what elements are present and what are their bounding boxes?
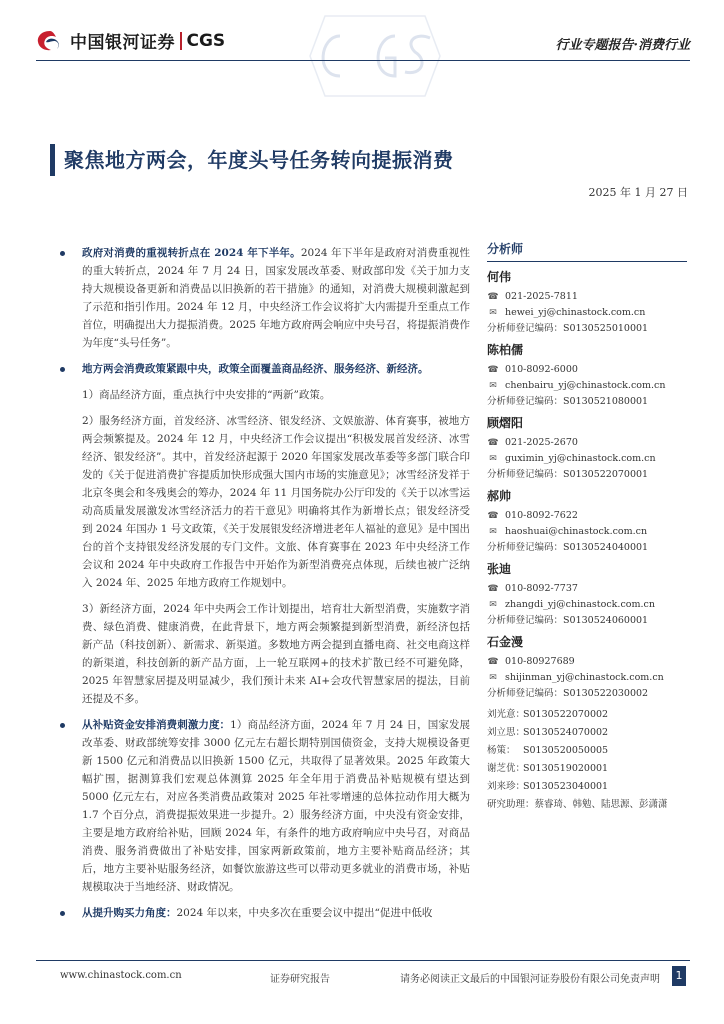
- email-icon: ✉: [489, 600, 497, 610]
- report-type: 行业专题报告·消费行业: [555, 38, 690, 53]
- assistant-name: 杨策：: [487, 745, 516, 756]
- sub-paragraph: 3）新经济方面，2024 年中央两会工作计划提出，培育壮大新型消费，实施数字消费、绿色消费、健康消费，在此背景下，地方两会频繁提到新型消费，新经济包括新产品（科技创新）、新需求、新渠道。多数地方两会提到直播电商、社交电商这样的新渠道，科技创新的新产品方面，上一轮互联网+的技术扩散已经不可避免降，2025 年智慧家居提及明显减少，我们预计未来 AI+会攻代智慧家居的提法，目前还提及不多。: [82, 603, 470, 705]
- analyst-email[interactable]: guximin_yj@chinastock.com.cn: [505, 453, 656, 464]
- research-assistants: 研究助理：蔡睿琦、韩勉、陆思源、彭潇潇: [487, 799, 668, 810]
- sidebar-heading: 分析师: [487, 240, 687, 262]
- analyst-phone: 010-80927689: [505, 656, 575, 667]
- email-icon: ✉: [489, 381, 497, 391]
- analyst-phone-row: [487, 654, 687, 670]
- email-icon: ✉: [489, 308, 497, 318]
- analyst-code: S0130522030002: [563, 688, 649, 699]
- bullet-paragraph: [60, 360, 470, 378]
- analyst-code: S0130522070001: [563, 469, 649, 480]
- analyst-email-row: [487, 524, 687, 540]
- assistant-code: S0130523040001: [523, 781, 609, 792]
- assistant-code: S0130524070002: [523, 727, 609, 738]
- assistant-name: 刘光意：: [487, 709, 526, 720]
- assistant-row: [487, 706, 687, 724]
- bullet-heading: 地方两会消费政策紧跟中央，政策全面覆盖商品经济、服务经济、新经济。: [82, 363, 429, 375]
- phone-icon: ☎: [487, 292, 499, 302]
- analyst-email[interactable]: shijinman_yj@chinastock.com.cn: [505, 672, 664, 683]
- sub-paragraph: 1）商品经济方面，重点执行中央安排的“两新”政策。: [82, 389, 331, 401]
- analyst-card: [487, 341, 687, 410]
- analyst-card: [487, 560, 687, 629]
- assistant-code: S0130522070002: [523, 709, 609, 720]
- analyst-code-label: 分析师登记编码：: [487, 688, 564, 699]
- analyst-code-row: [487, 394, 687, 410]
- analyst-phone: 021-2025-2670: [505, 437, 578, 448]
- cgs-logo-icon: [36, 29, 64, 53]
- assistant-name: 谢芝优：: [487, 763, 526, 774]
- bullet-icon: [60, 723, 65, 728]
- analyst-phone-row: [487, 435, 687, 451]
- footer-divider: [36, 960, 690, 961]
- report-date: 2025 年 1 月 27 日: [588, 186, 688, 199]
- main-content: [60, 244, 470, 930]
- email-icon: ✉: [489, 673, 497, 683]
- analyst-phone-row: [487, 362, 687, 378]
- analyst-name: 张迪: [487, 562, 512, 576]
- analyst-code-label: 分析师登记编码：: [487, 615, 564, 626]
- analyst-email[interactable]: hewei_yj@chinastock.com.cn: [505, 307, 646, 318]
- analyst-email-row: [487, 597, 687, 613]
- footer-url[interactable]: www.chinastock.com.cn: [60, 970, 182, 981]
- bullet-text: 2024 年以来，中央多次在重要会议中提出“促进中低收: [176, 907, 433, 919]
- analyst-code: S0130521080001: [563, 396, 649, 407]
- analyst-phone: 010-8092-7737: [505, 583, 578, 594]
- analyst-list: [487, 268, 687, 702]
- footer-disclaimer: 请务必阅读正文最后的中国银河证券股份有限公司免责声明: [400, 974, 660, 985]
- analyst-phone-row: [487, 581, 687, 597]
- bullet-paragraph: [60, 244, 470, 352]
- sub-paragraph: 2）服务经济方面，首发经济、冰雪经济、银发经济、文娱旅游、体育赛事，被地方两会频繁提及。2024 年 12 月，中央经济工作会议提出“积极发展首发经济、冰雪经济、银发经济”。其中，首发经济起源于 2020 年国家发展改革委等多部门联合印发的《关于促进消费扩容提质加快形成强大国内市场的实施意见》；冰雪经济发祥于北京冬奥会和冬残奥会的筹办，2024 年 11 月国务院办公厅印发的《关于以冰雪运动高质量发展激发冰雪经济活力的若干意见》明确将其作为新增长点；银发经济受到 2024 年国办 1 号文政策，《关于发展银发经济增进老年人福祉的意见》是中国出台的首个支持银发经济发展的专门文件。文旅、体育赛事在 2023 年中央经济工作会议和 2024 年中央政府工作报告中开始作为新型消费亮点体现，后续也被广泛纳入 2024 年、2025 年地方政府工作规划中。: [82, 415, 471, 589]
- phone-icon: ☎: [487, 511, 499, 521]
- analyst-name: 石金漫: [487, 635, 524, 649]
- bullet-paragraph: [60, 716, 470, 896]
- assistant-row: [487, 742, 687, 760]
- analyst-card: [487, 633, 687, 702]
- analyst-name: 何伟: [487, 270, 512, 284]
- analyst-email-row: [487, 378, 687, 394]
- bullet-icon: [60, 911, 65, 916]
- bullet-icon: [60, 367, 65, 372]
- bullet-heading: 政府对消费的重视转折点在 2024 年下半年。: [82, 247, 301, 259]
- email-icon: ✉: [489, 527, 497, 537]
- title-accent-bar: [50, 144, 55, 176]
- header-divider: [36, 60, 690, 61]
- bullet-text: 1）商品经济方面，2024 年 7 月 24 日，国家发展改革委、财政部统筹安排 3000 亿元左右超长期特别国债资金，支持大规模设备更新 1500 亿元和消费品以旧换新 1500 亿元，共取得了显著效果。2025 年政策大幅扩围，据测算我们宏观总体测算 2025 年全年用于消费品补贴规模有望达到 5000 亿元左右，对应各类消费品政策对 2025 年社零增速的总体拉动作用大概为 1.7 个百分点，消费提振效果进一步提升。2）服务经济方面，中央没有资金安排，主要是地方政府给补贴，回顾 2024 年，有条件的地方政府响应中央号召，对商品消费、服务消费做出了补贴安排，国家两新政策前，地方主要补贴商品经济；其后，地方主要补贴服务经济，如餐饮旅游这些可以带动更多就业的消费市场，补贴规模取决于当地经济、财政情况。: [82, 719, 471, 893]
- logo-text-en: CGS: [186, 30, 226, 51]
- phone-icon: ☎: [487, 365, 499, 375]
- analyst-phone-row: [487, 289, 687, 305]
- analyst-phone-row: [487, 508, 687, 524]
- analyst-code-row: [487, 613, 687, 629]
- analyst-code-row: [487, 467, 687, 483]
- cgs-watermark-icon: [300, 6, 450, 101]
- bullet-heading: 从补贴资金安排消费刺激力度：: [82, 719, 231, 731]
- assistant-name: 刘来珍：: [487, 781, 526, 792]
- analyst-sidebar: [487, 240, 687, 814]
- analyst-card: [487, 414, 687, 483]
- analyst-card: [487, 268, 687, 337]
- assistant-code: S0130520050005: [523, 745, 609, 756]
- assistant-name: 刘立思：: [487, 727, 526, 738]
- analyst-code: S0130524060001: [563, 615, 649, 626]
- analyst-code-label: 分析师登记编码：: [487, 469, 564, 480]
- analyst-code-row: [487, 321, 687, 337]
- bullet-text: 2024 年下半年是政府对消费重视性的重大转折点，2024 年 7 月 24 日，国家发展改革委、财政部印发《关于加力支持大规模设备更新和消费品以旧换新的若干措施》的通知，对消费大规模刺激起到了示范和指引作用。2024 年 12 月，中央经济工作会议将扩大内需提升至重点工作首位，明确提出大力提振消费。2025 年地方政府两会响应中央号召，将提振消费作为年度“头号任务”。: [82, 247, 470, 349]
- analyst-code: S0130524040001: [563, 542, 649, 553]
- assistant-code: S0130519020001: [523, 763, 609, 774]
- analyst-code-label: 分析师登记编码：: [487, 323, 564, 334]
- analyst-code-row: [487, 686, 687, 702]
- analyst-email[interactable]: haoshuai@chinastock.com.cn: [505, 526, 648, 537]
- phone-icon: ☎: [487, 438, 499, 448]
- analyst-phone: 010-8092-6000: [505, 364, 578, 375]
- bullet-paragraph: [60, 904, 470, 922]
- assistant-row: [487, 778, 687, 796]
- analyst-email-row: [487, 305, 687, 321]
- assistant-list: [487, 706, 687, 796]
- analyst-email-row: [487, 670, 687, 686]
- analyst-code-row: [487, 540, 687, 556]
- email-icon: ✉: [489, 454, 497, 464]
- analyst-phone: 010-8092-7622: [505, 510, 578, 521]
- report-title: 聚焦地方两会，年度头号任务转向提振消费: [64, 148, 454, 172]
- analyst-name: 顾熠阳: [487, 416, 524, 430]
- analyst-name: 郝帅: [487, 489, 512, 503]
- bullet-heading: 从提升购买力角度：: [82, 907, 177, 919]
- analyst-code-label: 分析师登记编码：: [487, 396, 564, 407]
- analyst-phone: 021-2025-7811: [505, 291, 578, 302]
- phone-icon: ☎: [487, 584, 499, 594]
- company-logo: [36, 28, 225, 53]
- footer-label: 证券研究报告: [270, 974, 330, 985]
- assistant-row: [487, 760, 687, 778]
- phone-icon: ☎: [487, 657, 499, 667]
- analyst-name: 陈柏儒: [487, 343, 524, 357]
- analyst-email-row: [487, 451, 687, 467]
- bullet-icon: [60, 251, 65, 256]
- analyst-email[interactable]: zhangdi_yj@chinastock.com.cn: [505, 599, 655, 610]
- analyst-code-label: 分析师登记编码：: [487, 542, 564, 553]
- page-number: 1: [672, 966, 686, 986]
- logo-divider: [180, 32, 182, 50]
- analyst-card: [487, 487, 687, 556]
- assistant-row: [487, 724, 687, 742]
- analyst-email[interactable]: chenbairu_yj@chinastock.com.cn: [505, 380, 666, 391]
- logo-text-cn: 中国银河证券: [70, 33, 175, 53]
- analyst-code: S0130525010001: [563, 323, 649, 334]
